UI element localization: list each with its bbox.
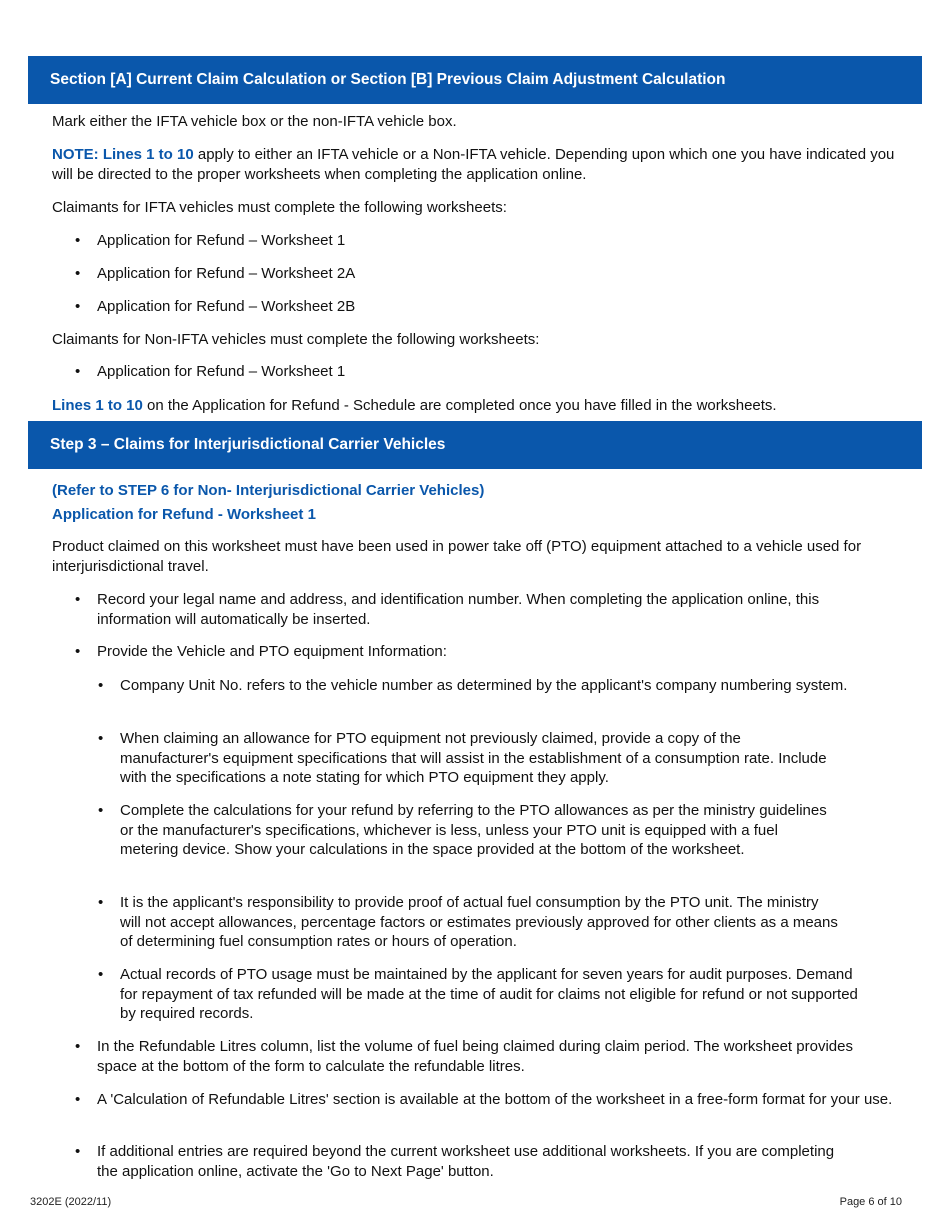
lines-text: on the Application for Refund - Schedule are completed once you have filled in the worksheets. <box>142 397 777 414</box>
sub-list-item-text: When claiming an allowance for PTO equipment not previously claimed, provide a copy of the manufacturer's equipment specifications that will assist in the establishment of a consumption rate. Include with the specifications a note stating for which PTO equipment they apply. <box>120 730 827 786</box>
list-item <box>75 297 897 317</box>
section-a-heading <box>28 56 922 104</box>
list-item <box>75 1142 837 1181</box>
sub-list-item <box>98 676 860 696</box>
list-item-text: Record your legal name and address, and identification number. When completing the application online, this information will automatically be inserted. <box>97 591 820 628</box>
step3-intro: Product claimed on this worksheet must have been used in power take off (PTO) equipment attached to a vehicle used for interjurisdictional travel. <box>52 538 862 575</box>
section-a-note <box>52 145 902 184</box>
sub-list-item <box>98 893 840 952</box>
sub-list-item-text: Company Unit No. refers to the vehicle number as determined by the applicant's company numbering system. <box>120 677 848 694</box>
note-text: apply to either an IFTA vehicle or a Non-IFTA vehicle. Depending upon which one you have indicated you will be directed to the proper worksheets when completing the application online. <box>52 146 895 183</box>
refer-note: (Refer to STEP 6 for Non- Interjurisdictional Carrier Vehicles) <box>52 482 485 499</box>
bullet: • <box>75 1143 81 1160</box>
bullet: • <box>75 591 81 608</box>
bullet: • <box>98 894 104 911</box>
bullet: • <box>98 730 104 747</box>
non-ifta-intro: Claimants for Non-IFTA vehicles must complete the following worksheets: <box>52 331 540 348</box>
worksheet-title: Application for Refund - Worksheet 1 <box>52 506 316 523</box>
list-item-text: Application for Refund – Worksheet 2B <box>97 298 356 315</box>
list-item-text: A 'Calculation of Refundable Litres' section is available at the bottom of the worksheet in a free-form format for your use. <box>97 1091 893 1108</box>
bullet: • <box>75 265 81 282</box>
list-item <box>75 231 897 251</box>
list-item-text: Application for Refund – Worksheet 1 <box>97 232 346 249</box>
sub-list-item <box>98 801 840 860</box>
list-item <box>75 264 897 284</box>
list-item <box>75 1037 877 1076</box>
step3-heading-text: Step 3 – Claims for Interjurisdictional Carrier Vehicles <box>50 436 446 454</box>
bullet: • <box>75 232 81 249</box>
sub-list-item <box>98 729 840 788</box>
sub-list-item-text: Complete the calculations for your refund by referring to the PTO allowances as per the ministry guidelines or the manufacturer's specifications, whichever is less, unless your PTO unit is equipped with a fuel metering device. Show your calculations in the space provided at the bottom of the worksheet. <box>120 802 827 858</box>
bullet: • <box>75 643 81 660</box>
list-item-text: Provide the Vehicle and PTO equipment Information: <box>97 643 447 660</box>
bullet: • <box>75 363 81 380</box>
list-item-text: Application for Refund – Worksheet 2A <box>97 265 356 282</box>
list-item-text: In the Refundable Litres column, list the volume of fuel being claimed during claim period. The worksheet provides space at the bottom of the form to calculate the refundable litres. <box>97 1038 853 1075</box>
bullet: • <box>75 1038 81 1055</box>
list-item-text: Application for Refund – Worksheet 1 <box>97 363 346 380</box>
list-item <box>75 1090 897 1110</box>
lines-label: Lines 1 to 10 <box>52 397 143 414</box>
bullet: • <box>98 677 104 694</box>
section-a-heading-text: Section [A] Current Claim Calculation or Section [B] Previous Claim Adjustment Calculation <box>50 71 726 89</box>
page-number: Page 6 of 10 <box>839 1196 902 1208</box>
note-label: NOTE: Lines 1 to 10 <box>52 146 194 163</box>
list-item <box>75 362 897 382</box>
list-item <box>75 642 897 662</box>
lines-paragraph <box>52 396 902 416</box>
sub-list-item <box>98 965 860 1024</box>
sub-list-item-text: Actual records of PTO usage must be maintained by the applicant for seven years for audit purposes. Demand for repayment of tax refunded will be made at the time of audit for claims not eligible for refund or not supported by required records. <box>120 966 858 1022</box>
bullet: • <box>75 1091 81 1108</box>
list-item <box>75 590 897 629</box>
ifta-intro: Claimants for IFTA vehicles must complete the following worksheets: <box>52 199 507 216</box>
sub-list-item-text: It is the applicant's responsibility to provide proof of actual fuel consumption by the PTO unit. The ministry will not accept allowances, percentage factors or estimates previously approved for other clients as a means of determining fuel consumption rates or hours of operation. <box>120 894 838 950</box>
bullet: • <box>98 802 104 819</box>
bullet: • <box>98 966 104 983</box>
step3-heading <box>28 421 922 469</box>
bullet: • <box>75 298 81 315</box>
section-a-paragraph-1: Mark either the IFTA vehicle box or the non-IFTA vehicle box. <box>52 113 457 130</box>
list-item-text: If additional entries are required beyond the current worksheet use additional worksheets. If you are completing the application online, activate the 'Go to Next Page' button. <box>97 1143 835 1180</box>
form-id: 3202E (2022/11) <box>30 1196 112 1208</box>
